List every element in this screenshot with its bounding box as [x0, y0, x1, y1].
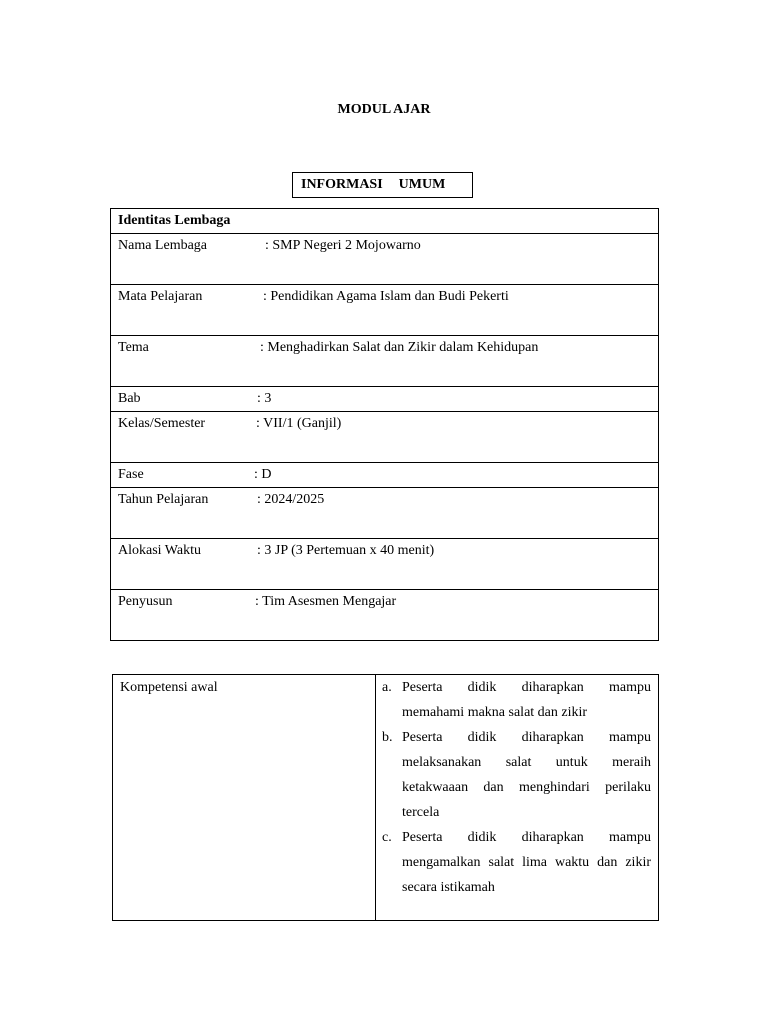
- section-title-word-2: UMUM: [398, 177, 446, 192]
- table-row: [111, 387, 659, 412]
- kompetensi-list: [382, 675, 651, 900]
- table-row: [111, 412, 659, 463]
- list-marker: b.: [382, 730, 393, 745]
- row-label: Tahun Pelajaran: [118, 492, 209, 507]
- row-label: Kelas/Semester: [118, 416, 206, 431]
- row-label: Penyusun: [118, 594, 173, 609]
- row-value: : Menghadirkan Salat dan Zikir dalam Kehidupan: [260, 340, 539, 355]
- table-row: [111, 539, 659, 590]
- document-title: MODUL AJAR: [337, 102, 431, 117]
- identitas-table: [110, 208, 659, 641]
- list-item: [382, 675, 651, 725]
- list-item: [382, 725, 651, 825]
- kompetensi-list-cell: [376, 675, 659, 921]
- row-value: : VII/1 (Ganjil): [256, 416, 342, 431]
- row-value: : D: [254, 467, 272, 482]
- list-text: Peserta didik diharapkan mampu memahami makna salat dan zikir: [402, 680, 651, 720]
- row-label: Fase: [118, 467, 144, 482]
- row-label: Mata Pelajaran: [118, 289, 203, 304]
- row-label: Nama Lembaga: [118, 238, 208, 253]
- row-value: : 2024/2025: [257, 492, 325, 507]
- kompetensi-label: Kompetensi awal: [113, 675, 376, 921]
- table-row: [111, 285, 659, 336]
- list-text: Peserta didik diharapkan mampu melaksanakan salat untuk meraih ketakwaaan dan menghindari perilaku tercela: [402, 730, 651, 820]
- row-label: Alokasi Waktu: [118, 543, 201, 558]
- list-text: Peserta didik diharapkan mampu mengamalkan salat lima waktu dan zikir secara istikamah: [402, 830, 651, 895]
- row-value: : 3 JP (3 Pertemuan x 40 menit): [257, 543, 435, 558]
- row-label: Tema: [118, 340, 149, 355]
- list-marker: a.: [382, 680, 392, 695]
- kompetensi-table: [112, 674, 659, 921]
- row-value: : 3: [257, 391, 272, 406]
- row-value: : Tim Asesmen Mengajar: [255, 594, 397, 609]
- table-row: [111, 488, 659, 539]
- table-row: [111, 590, 659, 641]
- table-row: [111, 234, 659, 285]
- list-item: [382, 825, 651, 900]
- section-title-box: [292, 172, 473, 198]
- list-marker: c.: [382, 830, 392, 845]
- section-title-word-1: INFORMASI: [301, 177, 383, 192]
- row-value: : SMP Negeri 2 Mojowarno: [265, 238, 421, 253]
- row-label: Bab: [118, 391, 141, 406]
- identitas-heading: Identitas Lembaga: [111, 209, 659, 234]
- table-row: [111, 336, 659, 387]
- row-value: : Pendidikan Agama Islam dan Budi Pekerti: [263, 289, 509, 304]
- table-row: [111, 463, 659, 488]
